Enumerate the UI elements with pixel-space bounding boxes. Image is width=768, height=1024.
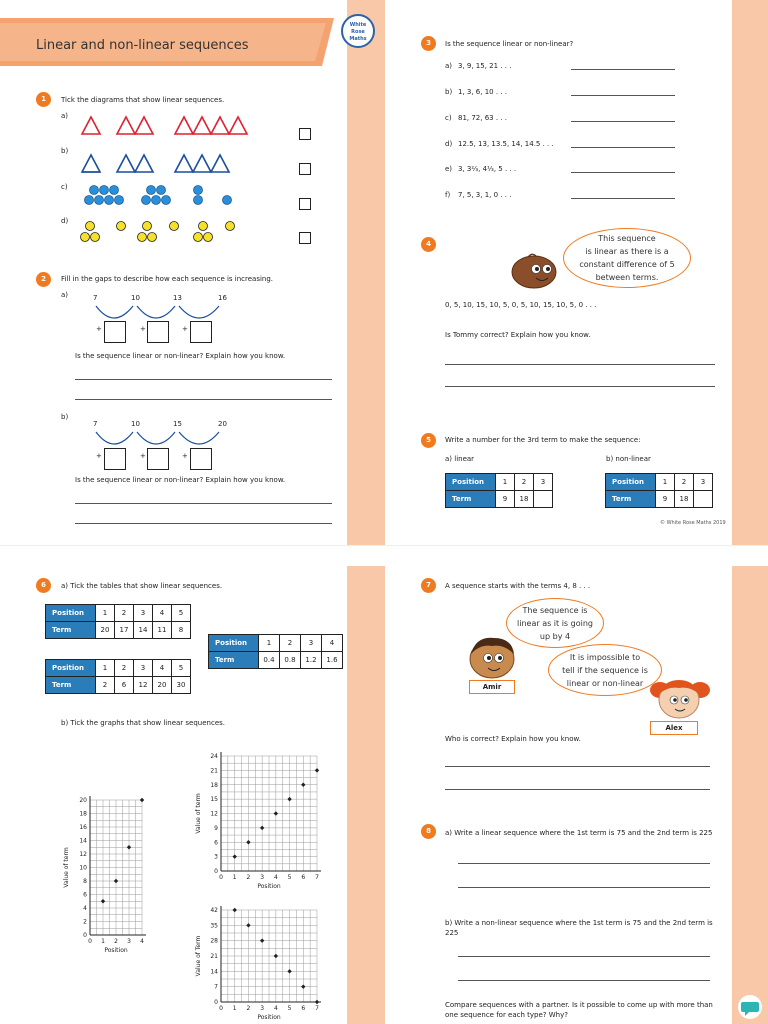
sequence-term: 13 (173, 294, 182, 302)
table-cell: 12 (134, 677, 153, 694)
q5-a-label: a) linear (445, 455, 475, 463)
q3-prompt: Is the sequence linear or non-linear? (445, 40, 574, 48)
table-cell: 5 (172, 660, 191, 677)
row-label: a) (61, 112, 69, 120)
y-tick-label: 2 (83, 918, 87, 926)
answer-line[interactable] (75, 503, 332, 504)
q6-b-prompt: b) Tick the graphs that show linear sequences. (61, 719, 225, 727)
x-tick-label: 2 (246, 1005, 251, 1012)
x-tick-label: 0 (219, 874, 223, 881)
y-tick-label: 3 (214, 853, 218, 861)
answer-line[interactable] (571, 172, 675, 173)
q8-a: a) Write a linear sequence where the 1st term is 75 and the 2nd term is 225 (445, 829, 713, 837)
page-title: Linear and non-linear sequences (36, 38, 249, 53)
gap-input-box[interactable] (190, 448, 212, 470)
question-number: 3 (421, 36, 436, 51)
table-cell: 3 (301, 635, 322, 652)
q3-item-label: c) (445, 114, 452, 122)
q4-question: Is Tommy correct? Explain how you know. (445, 331, 591, 339)
plus-sign: + (140, 452, 146, 460)
q3-item-label: a) (445, 62, 453, 70)
table-cell: 2 (675, 474, 694, 491)
position-header: Position (209, 635, 259, 652)
row-label: c) (61, 183, 68, 191)
table-cell: 20 (153, 677, 172, 694)
y-tick-label: 28 (210, 937, 218, 945)
table-cell: 1 (96, 605, 115, 622)
y-axis-label: Value of Term (195, 935, 202, 977)
table-cell: 4 (153, 660, 172, 677)
y-tick-label: 8 (83, 878, 87, 885)
y-tick-label: 18 (210, 781, 218, 789)
sequence-table (45, 604, 191, 639)
y-tick-label: 35 (210, 922, 218, 930)
tommy-character-icon (506, 248, 562, 292)
red-triangles-icon (80, 112, 280, 138)
data-point (260, 938, 264, 942)
question-number: 4 (421, 237, 436, 252)
data-point (246, 840, 250, 844)
sequence-table (445, 473, 553, 508)
data-point (315, 768, 319, 772)
y-tick-label: 0 (214, 868, 218, 875)
sequence-term: 10 (131, 420, 140, 428)
x-tick-label: 3 (127, 938, 131, 945)
q2-prompt: Fill in the gaps to describe how each sequence is increasing. (61, 275, 274, 283)
alex-name-label: Alex (650, 721, 698, 735)
answer-line[interactable] (75, 399, 332, 400)
answer-line[interactable] (458, 863, 710, 864)
table-cell: 2 (96, 677, 115, 694)
answer-line[interactable] (458, 956, 710, 957)
table-cell: 2 (115, 660, 134, 677)
answer-line[interactable] (445, 364, 715, 365)
sequence-term: 7 (93, 294, 98, 302)
table-cell: 0.4 (259, 652, 280, 669)
plus-sign: + (182, 325, 188, 333)
sequence-table (208, 634, 343, 669)
term-header: Term (606, 491, 656, 508)
answer-line[interactable] (571, 198, 675, 199)
data-point (287, 969, 291, 973)
row-label: b) (61, 147, 69, 155)
x-tick-label: 5 (287, 874, 292, 881)
data-point (233, 908, 237, 912)
page-gap (0, 545, 768, 566)
q5-b-label: b) non-linear (606, 455, 651, 463)
plus-sign: + (182, 452, 188, 460)
x-tick-label: 0 (219, 1005, 223, 1012)
yellow-dots-icon (80, 219, 240, 245)
q3-item-text: 12.5, 13, 13.5, 14, 14.5 . . . (458, 140, 554, 148)
q3-item-text: 1, 3, 6, 10 . . . (458, 88, 507, 96)
y-tick-label: 21 (210, 953, 218, 960)
question-number: 6 (36, 578, 51, 593)
table-cell: 14 (134, 622, 153, 639)
x-tick-label: 1 (101, 938, 105, 945)
data-point (274, 954, 278, 958)
row-label: b) (61, 413, 69, 421)
position-header: Position (46, 660, 96, 677)
sequence-table (605, 473, 713, 508)
table-cell: 1 (259, 635, 280, 652)
y-tick-label: 18 (79, 810, 87, 818)
row-label: d) (61, 217, 69, 225)
table-cell: 17 (115, 622, 134, 639)
sequence-term: 7 (93, 420, 98, 428)
table-cell: 5 (172, 605, 191, 622)
plus-sign: + (96, 452, 102, 460)
question-number: 5 (421, 433, 436, 448)
y-tick-label: 15 (210, 796, 218, 804)
page-margin-band (347, 565, 385, 1024)
term-header: Term (46, 622, 96, 639)
sequence-term: 20 (218, 420, 227, 428)
answer-cell[interactable] (694, 491, 713, 508)
white-rose-logo: White Rose Maths (341, 14, 375, 48)
q8-compare: Compare sequences with a partner. Is it possible to come up with more than one sequence for each type? Why? (445, 1001, 713, 1019)
question-number: 8 (421, 824, 436, 839)
term-header: Term (209, 652, 259, 669)
data-point (233, 854, 237, 858)
position-header: Position (606, 474, 656, 491)
gap-input-box[interactable] (147, 448, 169, 470)
amir-name-label: Amir (469, 680, 515, 694)
y-tick-label: 10 (79, 864, 87, 872)
table-cell: 2 (115, 605, 134, 622)
q2-explain: Is the sequence linear or non-linear? Explain how you know. (75, 352, 286, 360)
x-tick-label: 2 (246, 874, 251, 881)
tick-box[interactable] (299, 232, 311, 244)
q1-prompt: Tick the diagrams that show linear sequences. (61, 96, 225, 104)
x-tick-label: 7 (315, 874, 319, 881)
jump-arrows (90, 426, 230, 448)
discussion-icon (737, 994, 763, 1020)
alex-character-icon (646, 674, 712, 720)
amir-character-icon (464, 632, 520, 680)
table-cell: 4 (153, 605, 172, 622)
y-tick-label: 42 (210, 907, 218, 914)
q3-item-text: 7, 5, 3, 1, 0 . . . (458, 191, 512, 199)
table-cell: 1 (96, 660, 115, 677)
gap-input-box[interactable] (147, 321, 169, 343)
q7-question: Who is correct? Explain how you know. (445, 735, 581, 743)
question-number: 2 (36, 272, 51, 287)
y-tick-label: 0 (214, 999, 218, 1006)
table-cell: 3 (134, 605, 153, 622)
graph-2 (192, 748, 332, 894)
question-number: 1 (36, 92, 51, 107)
y-tick-label: 7 (214, 983, 218, 991)
answer-line[interactable] (458, 980, 710, 981)
copyright: © White Rose Maths 2019 (660, 520, 726, 526)
graph-3 (192, 902, 332, 1024)
tick-box[interactable] (299, 198, 311, 210)
data-point (301, 984, 305, 988)
blue-triangles-icon (80, 150, 280, 176)
answer-line[interactable] (571, 121, 675, 122)
y-tick-label: 24 (210, 753, 218, 760)
x-tick-label: 4 (273, 874, 278, 881)
table-cell: 4 (322, 635, 343, 652)
data-point (274, 811, 278, 815)
table-cell: 18 (675, 491, 694, 508)
table-cell: 1 (656, 474, 675, 491)
table-cell: 8 (172, 622, 191, 639)
y-tick-label: 0 (83, 932, 87, 939)
table-cell: 11 (153, 622, 172, 639)
term-header: Term (46, 677, 96, 694)
page-margin-band (347, 0, 385, 545)
position-header: Position (446, 474, 496, 491)
gap-input-box[interactable] (104, 321, 126, 343)
sequence-term: 16 (218, 294, 227, 302)
table-cell: 18 (515, 491, 534, 508)
answer-line[interactable] (571, 147, 675, 148)
data-point (315, 1000, 319, 1004)
answer-line[interactable] (458, 887, 710, 888)
table-cell: 9 (496, 491, 515, 508)
table-cell: 0.8 (280, 652, 301, 669)
alex-speech-bubble: It is impossible to tell if the sequence is linear or non-linear (548, 644, 662, 696)
y-tick-label: 14 (210, 968, 218, 976)
q4-sequence: 0, 5, 10, 15, 10, 5, 0, 5, 10, 15, 10, 5, 0 . . . (445, 301, 597, 309)
q3-item-label: e) (445, 165, 453, 173)
x-axis-label: Position (257, 1014, 281, 1021)
table-cell: 3 (134, 660, 153, 677)
x-tick-label: 3 (260, 874, 265, 881)
y-tick-label: 4 (83, 905, 87, 912)
table-cell: 1.6 (322, 652, 343, 669)
sequence-term: 15 (173, 420, 182, 428)
table-cell: 2 (280, 635, 301, 652)
answer-line[interactable] (75, 523, 332, 524)
data-point (127, 845, 131, 849)
data-point (260, 826, 264, 830)
x-axis-label: Position (104, 947, 128, 954)
x-tick-label: 6 (301, 1005, 306, 1012)
page-margin-band (732, 0, 768, 545)
x-tick-label: 7 (315, 1005, 319, 1012)
q3-item-label: d) (445, 140, 453, 148)
y-tick-label: 6 (83, 891, 87, 899)
y-axis-label: Value of term (195, 793, 202, 834)
x-tick-label: 5 (287, 1005, 292, 1012)
q3-item-label: f) (445, 191, 451, 199)
amir-speech-bubble: The sequence is linear as it is going up by 4 (506, 598, 604, 648)
q6-a-prompt: a) Tick the tables that show linear sequences. (61, 582, 223, 590)
row-label: a) (61, 291, 69, 299)
q3-item-text: 81, 72, 63 . . . (458, 114, 507, 122)
gap-input-box[interactable] (190, 321, 212, 343)
data-point (246, 923, 250, 927)
y-tick-label: 12 (210, 810, 218, 818)
sequence-table (45, 659, 191, 694)
blue-dots-icon (84, 184, 244, 210)
table-cell: 2 (515, 474, 534, 491)
table-cell: 1 (496, 474, 515, 491)
plus-sign: + (140, 325, 146, 333)
data-point (101, 899, 105, 903)
data-point (114, 879, 118, 883)
question-number: 7 (421, 578, 436, 593)
q7-prompt: A sequence starts with the terms 4, 8 . . . (445, 582, 591, 590)
table-cell: 3 (534, 474, 553, 491)
y-tick-label: 21 (210, 767, 218, 775)
x-axis-label: Position (257, 883, 281, 890)
table-cell: 9 (656, 491, 675, 508)
term-header: Term (446, 491, 496, 508)
x-tick-label: 2 (114, 938, 118, 945)
x-tick-label: 1 (232, 1005, 237, 1012)
sequence-term: 10 (131, 294, 140, 302)
x-tick-label: 6 (301, 874, 306, 881)
q3-item-text: 3, 9, 15, 21 . . . (458, 62, 512, 70)
page-margin-band (732, 565, 768, 1024)
q3-item-label: b) (445, 88, 453, 96)
x-tick-label: 4 (140, 938, 144, 945)
x-tick-label: 0 (88, 938, 92, 945)
table-cell: 30 (172, 677, 191, 694)
tick-box[interactable] (299, 163, 311, 175)
q8-b: b) Write a non-linear sequence where the 1st term is 75 and the 2nd term is 225 (445, 919, 713, 937)
q2-explain: Is the sequence linear or non-linear? Explain how you know. (75, 476, 286, 484)
gap-input-box[interactable] (104, 448, 126, 470)
table-cell: 1.2 (301, 652, 322, 669)
answer-line[interactable] (571, 69, 675, 70)
y-tick-label: 20 (79, 797, 87, 804)
x-tick-label: 1 (232, 874, 237, 881)
answer-line[interactable] (445, 766, 710, 767)
data-point (287, 797, 291, 801)
answer-line[interactable] (571, 95, 675, 96)
y-tick-label: 14 (79, 837, 87, 845)
answer-line[interactable] (75, 379, 332, 380)
data-point (301, 783, 305, 787)
y-tick-label: 9 (214, 824, 218, 832)
answer-line[interactable] (445, 789, 710, 790)
tick-box[interactable] (299, 128, 311, 140)
y-tick-label: 12 (79, 851, 87, 858)
y-tick-label: 6 (214, 839, 218, 847)
table-cell: 3 (694, 474, 713, 491)
plus-sign: + (96, 325, 102, 333)
x-tick-label: 3 (260, 1005, 265, 1012)
answer-cell[interactable] (534, 491, 553, 508)
q5-prompt: Write a number for the 3rd term to make the sequence: (445, 436, 641, 444)
y-tick-label: 16 (79, 824, 87, 831)
table-cell: 6 (115, 677, 134, 694)
data-point (140, 798, 144, 802)
position-header: Position (46, 605, 96, 622)
table-cell: 20 (96, 622, 115, 639)
graph-1 (60, 788, 170, 958)
jump-arrows (90, 300, 230, 322)
y-axis-label: Value of term (63, 847, 70, 888)
x-tick-label: 4 (273, 1005, 278, 1012)
tommy-speech-bubble: This sequence is linear as there is a constant difference of 5 between terms. (563, 228, 691, 288)
q3-item-text: 3, 3⅔, 4⅓, 5 . . . (458, 165, 517, 173)
answer-line[interactable] (445, 386, 715, 387)
